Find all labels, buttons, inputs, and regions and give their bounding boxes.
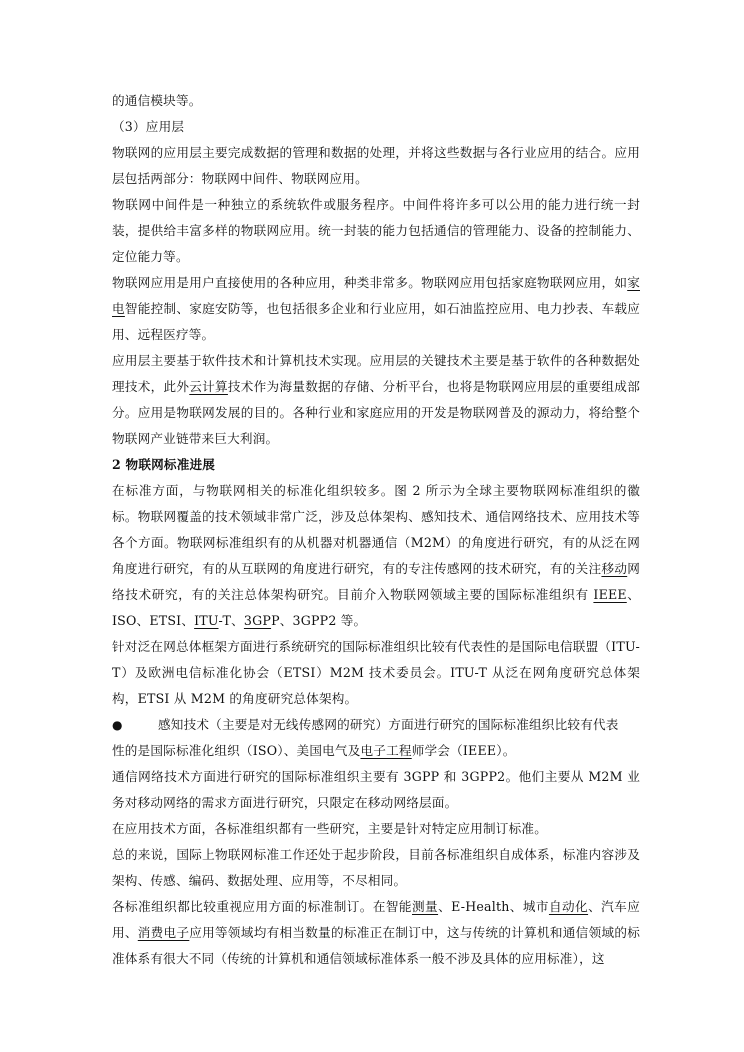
underlined-term: 消费电子 bbox=[137, 925, 190, 940]
paragraph-key-technologies bbox=[112, 348, 640, 452]
text-run: 师学会（IEEE）。 bbox=[411, 743, 516, 758]
text-run: 、汽车应用、 bbox=[112, 899, 640, 940]
text-run: 应用层主要基于软件技术和计算机技术实现。应用层的关键技术主要是基于软件的各种数据处理技术，此外 bbox=[112, 353, 640, 394]
text-run: 物联网应用是用户直接使用的各种应用，种类非常多。物联网应用包括家庭物联网应用，如 bbox=[112, 275, 628, 290]
text-run: P、3GPP2 等。 bbox=[271, 613, 367, 628]
paragraph-application-layer: 物联网的应用层主要完成数据的管理和数据的处理，并将这些数据与各行业应用的结合。应用层包括两部分：物联网中间件、物联网应用。 bbox=[112, 145, 640, 186]
paragraph-iot-applications bbox=[112, 270, 640, 348]
text-run: 技术作为海量数据的存储、分析平台，也将是物联网应用层的重要组成部分。应用是物联网发展的目的。各种行业和家庭应用的开发是物联网普及的源动力，将给整个物联网产业链带来巨大利润。 bbox=[112, 379, 640, 446]
text-run: 各标准组织都比较重视应用方面的标准制订。在智能 bbox=[112, 899, 412, 914]
bullet-continuation bbox=[112, 738, 640, 764]
text-run: 应用等领域均有相当数量的标准正在制订中，这与传统的计算机和通信领域的标准体系有很大不同（传统的计算机和通信领域标准体系一般不涉及具体的应用标准），这 bbox=[112, 925, 640, 966]
paragraph-standards-overview bbox=[112, 478, 640, 634]
paragraph-middleware: 物联网中间件是一种独立的系统软件或服务程序。中间件将许多可以公用的能力进行统一封装，提供给丰富多样的物联网应用。统一封装的能力包括通信的管理能力、设备的控制能力、定位能力等。 bbox=[112, 197, 640, 264]
bullet-item-sensing bbox=[112, 712, 640, 738]
text-run: 、ISO、ETSI、 bbox=[112, 587, 641, 628]
underlined-term: 自动化 bbox=[548, 899, 589, 914]
bullet-text: 感知技术（主要是对无线传感网的研究）方面进行研究的国际标准组织比较有代表 bbox=[158, 717, 619, 732]
underlined-term: 移动 bbox=[601, 561, 628, 576]
underlined-term: 电子工程 bbox=[360, 743, 412, 758]
bullet-icon: ● bbox=[112, 718, 123, 732]
text-run: 、E-Health、城市 bbox=[438, 899, 549, 914]
underlined-term: 3GP bbox=[243, 613, 272, 628]
underlined-term: 云计算 bbox=[189, 379, 228, 394]
text-run: 网络技术研究，有的关注总体架构研究。目前介入物联网领域主要的国际标准组织有 bbox=[112, 561, 640, 602]
paragraph-fragment: 的通信模块等。 bbox=[112, 93, 202, 108]
paragraph-application-tech: 在应用技术方面，各标准组织都有一些研究，主要是针对特定应用制订标准。 bbox=[112, 821, 547, 836]
text-run: -T、 bbox=[218, 613, 244, 628]
paragraph-application-standards bbox=[112, 894, 640, 972]
section-subheading-application-layer: （3）应用层 bbox=[112, 119, 185, 134]
paragraph-ubiquitous-network: 针对泛在网总体框架方面进行系统研究的国际标准组织比较有代表性的是国际电信联盟（ITU-T）及欧洲电信标准化协会（ETSI）M2M 技术委员会。ITU-T 从泛在网角度研究总体架构，ETSI 从 M2M 的角度研究总体架构。 bbox=[112, 639, 640, 706]
underlined-term: IEEE bbox=[593, 587, 627, 602]
underlined-term: 测量 bbox=[411, 899, 439, 914]
underlined-term: 家电 bbox=[112, 275, 640, 316]
paragraph-communication-network: 通信网络技术方面进行研究的国际标准组织主要有 3GPP 和 3GPP2。他们主要从 M2M 业务对移动网络的需求方面进行研究，只限定在移动网络层面。 bbox=[112, 769, 640, 810]
text-run: 智能控制、家庭安防等，也包括很多企业和行业应用，如石油监控应用、电力抄表、车载应用、远程医疗等。 bbox=[112, 301, 641, 342]
underlined-term: ITU bbox=[194, 613, 219, 628]
paragraph-summary: 总的来说，国际上物联网标准工作还处于起步阶段，目前各标准组织自成体系，标准内容涉及架构、传感、编码、数据处理、应用等，不尽相同。 bbox=[112, 847, 640, 888]
document-body bbox=[112, 88, 640, 972]
section-heading-standards: 2 物联网标准进展 bbox=[112, 457, 216, 472]
text-run: 性的是国际标准化组织（ISO）、美国电气及 bbox=[112, 743, 361, 758]
text-run: 在标准方面，与物联网相关的标准化组织较多。图 2 所示为全球主要物联网标准组织的徽标。物联网覆盖的技术领域非常广泛，涉及总体架构、感知技术、通信网络技术、应用技术等各个方面。物联网标准组织有的从机器对机器通信（M2M）的角度进行研究，有的从泛在网角度进行研究，有的从互联网的角度进行研究，有的专注传感网的技术研究，有的关注 bbox=[112, 483, 640, 576]
